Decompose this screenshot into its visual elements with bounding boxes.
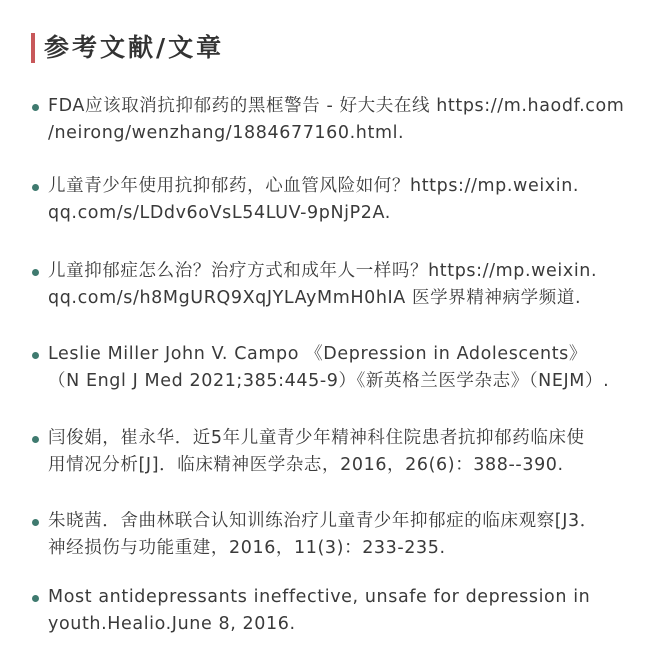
- reference-item-7: [32, 584, 644, 638]
- reference-line: 用情况分析[J]．临床精神医学杂志，2016，26(6)：388--390.: [48, 455, 564, 475]
- bullet-icon: [32, 595, 39, 602]
- reference-line: FDA应该取消抗抑郁药的黑框警告 - 好大夫在线 https://m.haodf.com: [48, 96, 625, 116]
- reference-line: 神经损伤与功能重建，2016，11(3)：233-235.: [48, 538, 446, 558]
- reference-item-1: [32, 93, 644, 147]
- heading-accent-bar: [31, 33, 35, 63]
- reference-line: 朱晓茜．舍曲林联合认知训练治疗儿童青少年抑郁症的临床观察[J3．: [48, 511, 598, 531]
- reference-line: qq.com/s/LDdv6oVsL54LUV-9pNjP2A.: [48, 203, 391, 223]
- reference-line: 闫俊娟，崔永华．近5年儿童青少年精神科住院患者抗抑郁药临床使: [48, 428, 585, 448]
- reference-line: （N Engl J Med 2021;385:445-9）《新英格兰医学杂志》（NEJM）.: [48, 371, 610, 391]
- bullet-icon: [32, 352, 39, 359]
- section-heading: [31, 33, 224, 63]
- reference-item-5: [32, 425, 644, 479]
- reference-line: 儿童青少年使用抗抑郁药，心血管风险如何？https://mp.weixin.: [48, 176, 580, 196]
- bullet-icon: [32, 519, 39, 526]
- bullet-icon: [32, 104, 39, 111]
- reference-line: Most antidepressants ineffective, unsafe for depression in: [48, 587, 591, 607]
- reference-line: youth.Healio.June 8, 2016.: [48, 614, 296, 634]
- reference-line: 儿童抑郁症怎么治？治疗方式和成年人一样吗？https://mp.weixin.: [48, 261, 598, 281]
- bullet-icon: [32, 184, 39, 191]
- reference-item-4: [32, 341, 644, 395]
- reference-item-6: [32, 508, 644, 562]
- bullet-icon: [32, 269, 39, 276]
- heading-title: 参考文献/文章: [44, 33, 225, 62]
- reference-item-3: [32, 258, 644, 312]
- bullet-icon: [32, 436, 39, 443]
- reference-item-2: [32, 173, 644, 227]
- reference-line: /neirong/wenzhang/1884677160.html.: [48, 123, 405, 143]
- reference-line: qq.com/s/h8MgURQ9XqJYLAyMmH0hIA 医学界精神病学频道.: [48, 288, 582, 308]
- reference-line: Leslie Miller John V. Campo 《Depression in Adolescents》: [48, 344, 587, 364]
